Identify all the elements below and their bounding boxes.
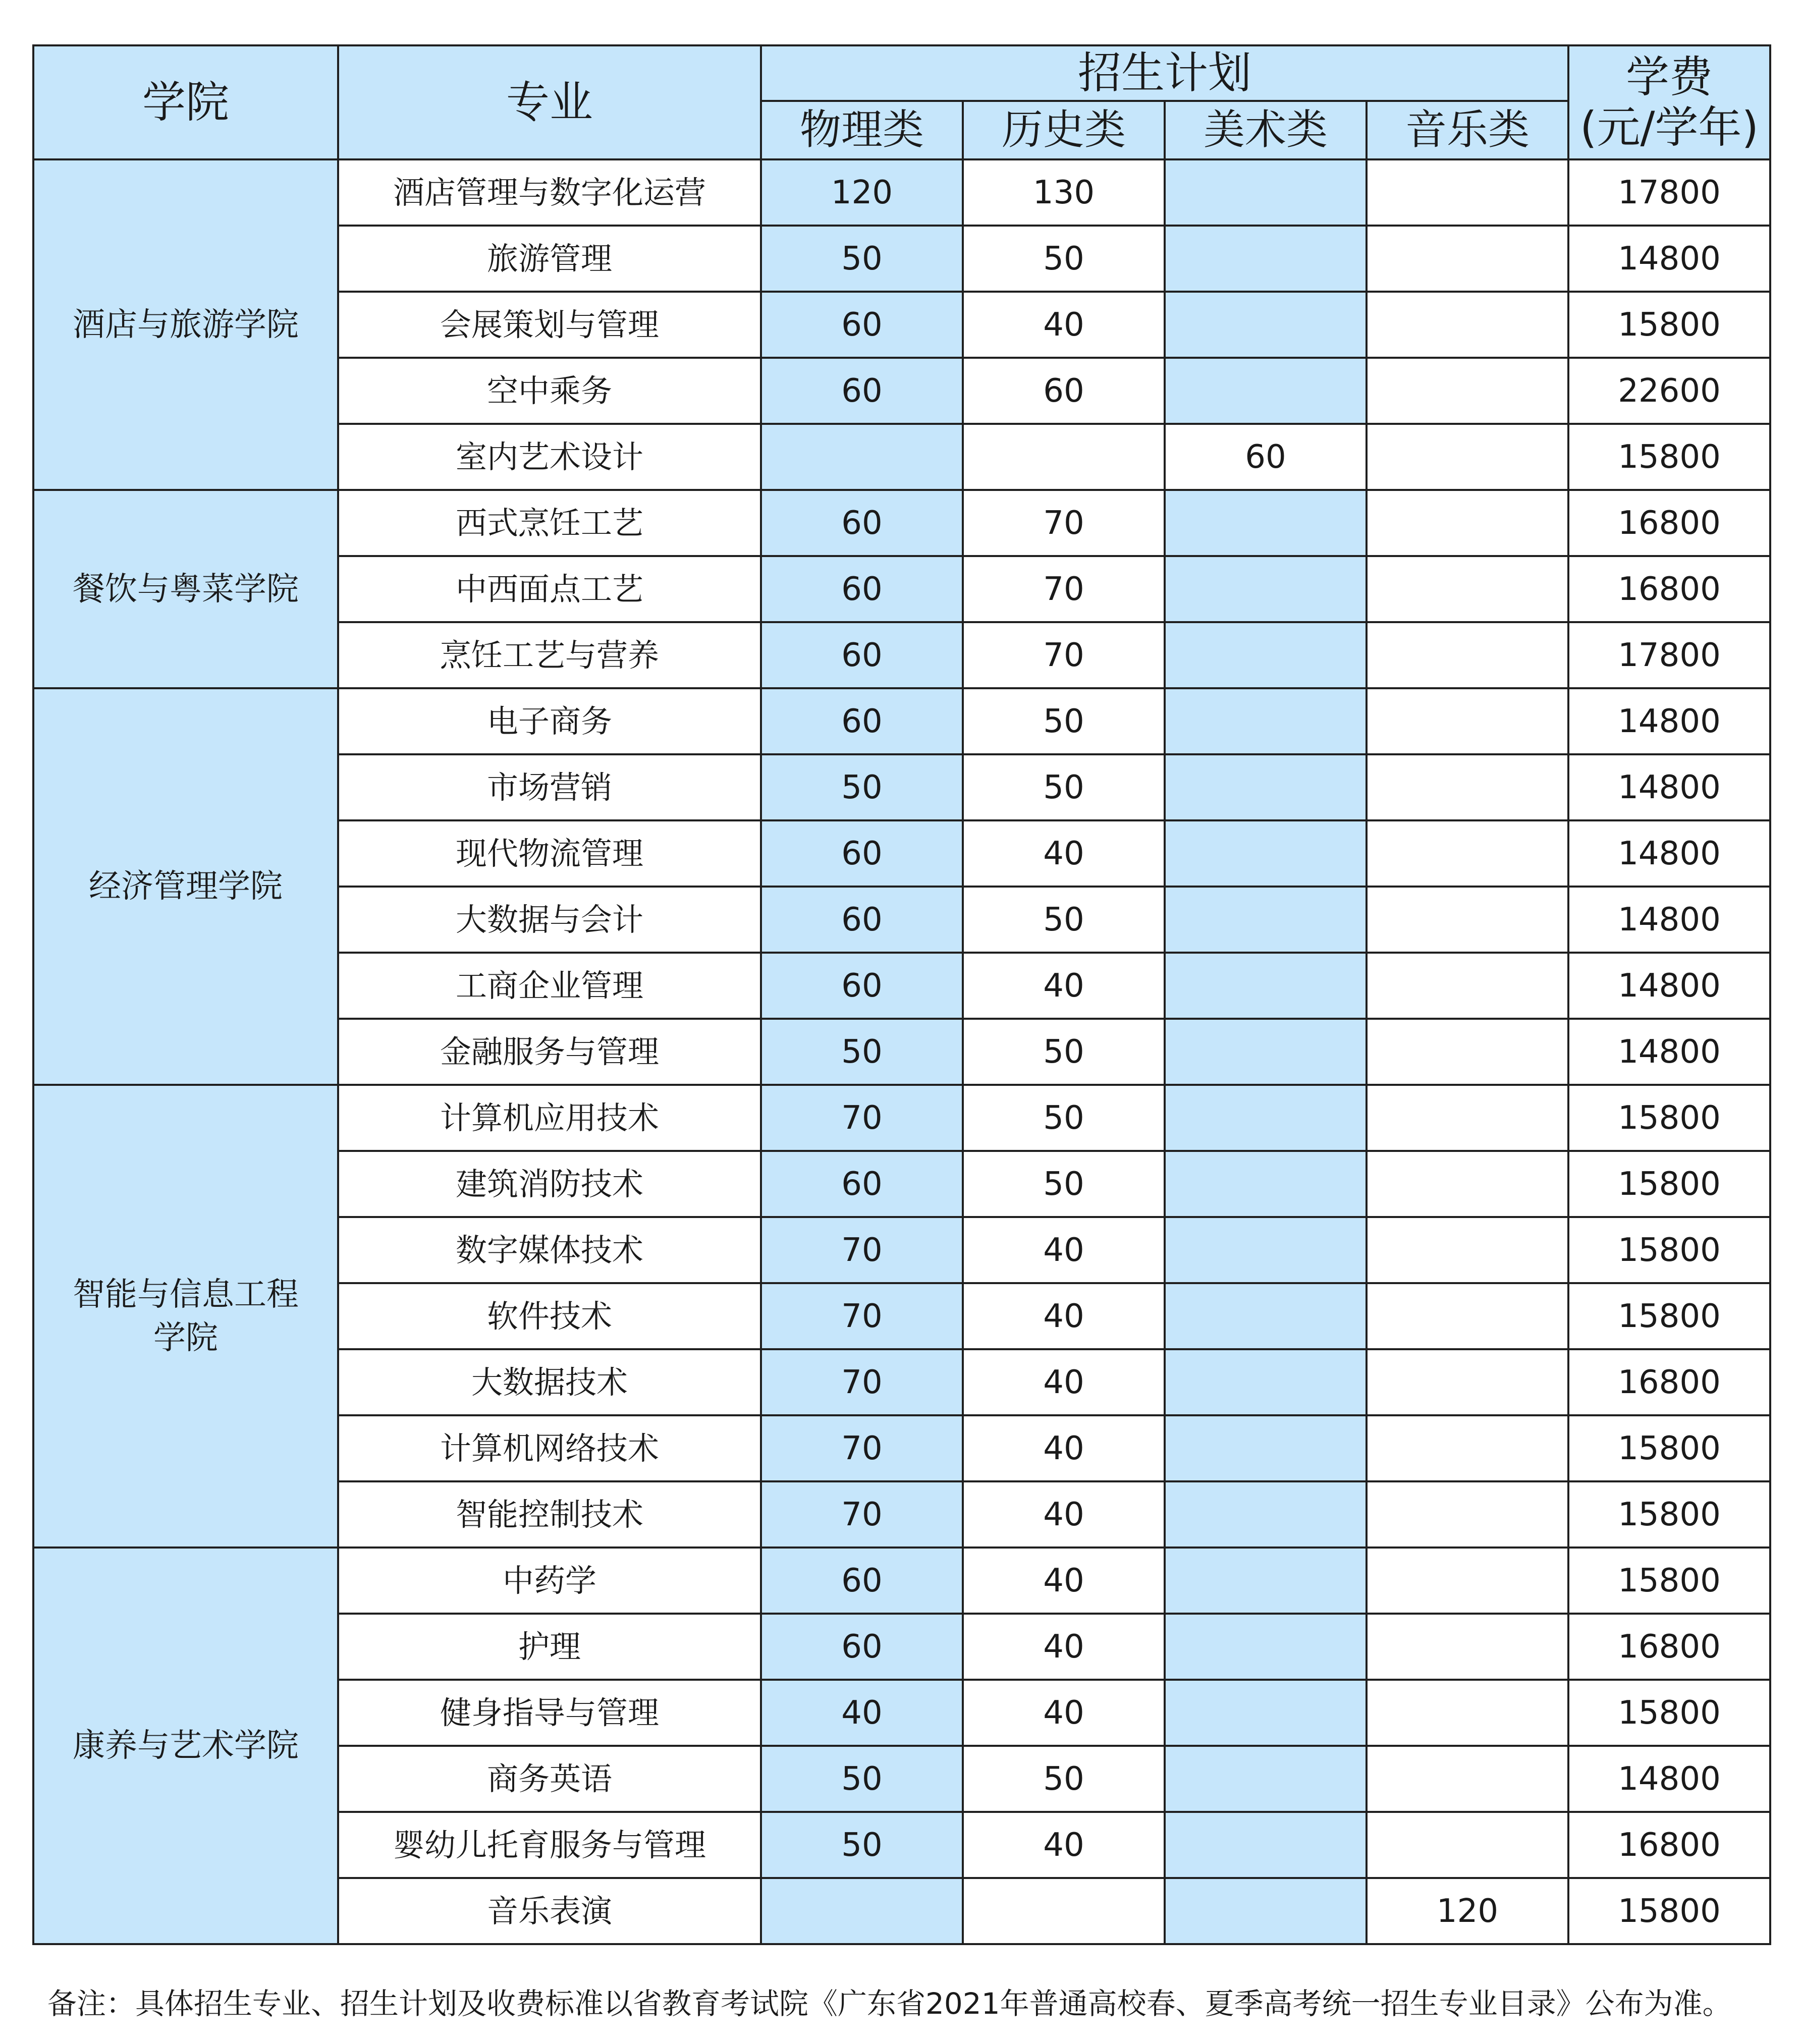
music-cell bbox=[1367, 424, 1568, 490]
art-cell bbox=[1165, 1812, 1367, 1878]
history-cell: 40 bbox=[963, 1812, 1165, 1878]
art-cell bbox=[1165, 1548, 1367, 1614]
history-cell: 40 bbox=[963, 953, 1165, 1019]
table-row bbox=[33, 159, 1770, 226]
header-tuition bbox=[1568, 45, 1770, 159]
physics-cell: 60 bbox=[761, 1614, 963, 1680]
table-row bbox=[33, 688, 1770, 754]
major-cell: 计算机应用技术 bbox=[338, 1085, 761, 1151]
art-cell bbox=[1165, 820, 1367, 887]
major-cell: 计算机网络技术 bbox=[338, 1415, 761, 1481]
major-cell: 中药学 bbox=[338, 1548, 761, 1614]
music-cell bbox=[1367, 887, 1568, 953]
art-cell bbox=[1165, 159, 1367, 226]
fee-cell: 15800 bbox=[1568, 1481, 1770, 1548]
physics-cell: 60 bbox=[761, 292, 963, 358]
physics-cell: 60 bbox=[761, 556, 963, 622]
fee-cell: 14800 bbox=[1568, 887, 1770, 953]
art-cell bbox=[1165, 1151, 1367, 1217]
physics-cell: 60 bbox=[761, 1151, 963, 1217]
fee-cell: 15800 bbox=[1568, 1878, 1770, 1944]
major-cell: 金融服务与管理 bbox=[338, 1019, 761, 1085]
fee-cell: 15800 bbox=[1568, 292, 1770, 358]
history-cell: 70 bbox=[963, 622, 1165, 688]
history-cell: 50 bbox=[963, 887, 1165, 953]
music-cell bbox=[1367, 1217, 1568, 1283]
header-history: 历史类 bbox=[963, 101, 1165, 159]
major-cell: 建筑消防技术 bbox=[338, 1151, 761, 1217]
college-cell: 餐饮与粤菜学院 bbox=[33, 490, 338, 688]
history-cell bbox=[963, 424, 1165, 490]
art-cell bbox=[1165, 1019, 1367, 1085]
fee-cell: 15800 bbox=[1568, 1283, 1770, 1349]
fee-cell: 14800 bbox=[1568, 820, 1770, 887]
history-cell: 40 bbox=[963, 292, 1165, 358]
major-cell: 商务英语 bbox=[338, 1746, 761, 1812]
history-cell: 60 bbox=[963, 358, 1165, 424]
fee-cell: 14800 bbox=[1568, 953, 1770, 1019]
history-cell: 50 bbox=[963, 1085, 1165, 1151]
physics-cell bbox=[761, 1878, 963, 1944]
physics-cell: 60 bbox=[761, 622, 963, 688]
physics-cell: 50 bbox=[761, 1746, 963, 1812]
history-cell: 50 bbox=[963, 226, 1165, 292]
physics-cell: 40 bbox=[761, 1680, 963, 1746]
header-major: 专业 bbox=[338, 45, 761, 159]
art-cell bbox=[1165, 556, 1367, 622]
major-cell: 婴幼儿托育服务与管理 bbox=[338, 1812, 761, 1878]
history-cell bbox=[963, 1878, 1165, 1944]
major-cell: 空中乘务 bbox=[338, 358, 761, 424]
college-name-line1: 智能与信息工程 bbox=[73, 1276, 299, 1313]
footnote: 备注：具体招生专业、招生计划及收费标准以省教育考试院《广东省2021年普通高校春、夏季高考统一招生专业目录》公布为准。 bbox=[47, 1986, 1732, 2021]
header-college: 学院 bbox=[33, 45, 338, 159]
major-cell: 会展策划与管理 bbox=[338, 292, 761, 358]
physics-cell: 70 bbox=[761, 1415, 963, 1481]
history-cell: 40 bbox=[963, 1217, 1165, 1283]
history-cell: 50 bbox=[963, 754, 1165, 820]
physics-cell: 70 bbox=[761, 1283, 963, 1349]
major-cell: 护理 bbox=[338, 1614, 761, 1680]
physics-cell bbox=[761, 424, 963, 490]
music-cell bbox=[1367, 490, 1568, 556]
music-cell bbox=[1367, 1680, 1568, 1746]
physics-cell: 60 bbox=[761, 490, 963, 556]
art-cell bbox=[1165, 358, 1367, 424]
history-cell: 50 bbox=[963, 688, 1165, 754]
music-cell bbox=[1367, 226, 1568, 292]
fee-cell: 16800 bbox=[1568, 1614, 1770, 1680]
physics-cell: 50 bbox=[761, 1019, 963, 1085]
fee-cell: 14800 bbox=[1568, 754, 1770, 820]
history-cell: 70 bbox=[963, 490, 1165, 556]
major-cell: 工商企业管理 bbox=[338, 953, 761, 1019]
history-cell: 50 bbox=[963, 1746, 1165, 1812]
history-cell: 40 bbox=[963, 820, 1165, 887]
college-cell: 经济管理学院 bbox=[33, 688, 338, 1085]
fee-cell: 15800 bbox=[1568, 424, 1770, 490]
physics-cell: 50 bbox=[761, 1812, 963, 1878]
college-cell: 酒店与旅游学院 bbox=[33, 159, 338, 490]
physics-cell: 70 bbox=[761, 1349, 963, 1415]
major-cell: 酒店管理与数字化运营 bbox=[338, 159, 761, 226]
art-cell bbox=[1165, 754, 1367, 820]
history-cell: 50 bbox=[963, 1019, 1165, 1085]
history-cell: 40 bbox=[963, 1349, 1165, 1415]
music-cell bbox=[1367, 1548, 1568, 1614]
fee-cell: 14800 bbox=[1568, 688, 1770, 754]
art-cell bbox=[1165, 1614, 1367, 1680]
art-cell bbox=[1165, 1746, 1367, 1812]
music-cell bbox=[1367, 1085, 1568, 1151]
art-cell bbox=[1165, 490, 1367, 556]
fee-cell: 17800 bbox=[1568, 622, 1770, 688]
fee-cell: 16800 bbox=[1568, 1349, 1770, 1415]
music-cell bbox=[1367, 358, 1568, 424]
history-cell: 40 bbox=[963, 1283, 1165, 1349]
physics-cell: 60 bbox=[761, 1548, 963, 1614]
physics-cell: 50 bbox=[761, 754, 963, 820]
art-cell bbox=[1165, 1415, 1367, 1481]
header-physics: 物理类 bbox=[761, 101, 963, 159]
history-cell: 40 bbox=[963, 1614, 1165, 1680]
major-cell: 现代物流管理 bbox=[338, 820, 761, 887]
history-cell: 50 bbox=[963, 1151, 1165, 1217]
history-cell: 70 bbox=[963, 556, 1165, 622]
music-cell bbox=[1367, 953, 1568, 1019]
music-cell bbox=[1367, 556, 1568, 622]
fee-cell: 17800 bbox=[1568, 159, 1770, 226]
music-cell bbox=[1367, 1481, 1568, 1548]
art-cell bbox=[1165, 1085, 1367, 1151]
major-cell: 烹饪工艺与营养 bbox=[338, 622, 761, 688]
fee-cell: 14800 bbox=[1568, 1019, 1770, 1085]
fee-cell: 15800 bbox=[1568, 1151, 1770, 1217]
music-cell bbox=[1367, 1614, 1568, 1680]
art-cell bbox=[1165, 688, 1367, 754]
fee-cell: 15800 bbox=[1568, 1217, 1770, 1283]
physics-cell: 60 bbox=[761, 688, 963, 754]
major-cell: 健身指导与管理 bbox=[338, 1680, 761, 1746]
table-row bbox=[33, 1548, 1770, 1614]
major-cell: 电子商务 bbox=[338, 688, 761, 754]
header-tuition-unit: (元/学年) bbox=[1579, 102, 1759, 153]
music-cell bbox=[1367, 820, 1568, 887]
major-cell: 中西面点工艺 bbox=[338, 556, 761, 622]
art-cell bbox=[1165, 1349, 1367, 1415]
art-cell bbox=[1165, 953, 1367, 1019]
header-music: 音乐类 bbox=[1367, 101, 1568, 159]
admission-plan-table bbox=[32, 44, 1771, 1945]
art-cell bbox=[1165, 1481, 1367, 1548]
history-cell: 40 bbox=[963, 1481, 1165, 1548]
fee-cell: 15800 bbox=[1568, 1415, 1770, 1481]
art-cell bbox=[1165, 622, 1367, 688]
history-cell: 40 bbox=[963, 1548, 1165, 1614]
header-art: 美术类 bbox=[1165, 101, 1367, 159]
history-cell: 130 bbox=[963, 159, 1165, 226]
music-cell bbox=[1367, 159, 1568, 226]
history-cell: 40 bbox=[963, 1415, 1165, 1481]
fee-cell: 15800 bbox=[1568, 1680, 1770, 1746]
fee-cell: 22600 bbox=[1568, 358, 1770, 424]
major-cell: 西式烹饪工艺 bbox=[338, 490, 761, 556]
major-cell: 智能控制技术 bbox=[338, 1481, 761, 1548]
physics-cell: 120 bbox=[761, 159, 963, 226]
art-cell bbox=[1165, 1878, 1367, 1944]
fee-cell: 15800 bbox=[1568, 1085, 1770, 1151]
college-cell: 康养与艺术学院 bbox=[33, 1548, 338, 1944]
table-row bbox=[33, 490, 1770, 556]
college-name-line2: 学院 bbox=[153, 1319, 218, 1357]
music-cell bbox=[1367, 754, 1568, 820]
physics-cell: 60 bbox=[761, 358, 963, 424]
music-cell bbox=[1367, 622, 1568, 688]
major-cell: 大数据与会计 bbox=[338, 887, 761, 953]
header-tuition-label: 学费 bbox=[1626, 52, 1713, 102]
music-cell: 120 bbox=[1367, 1878, 1568, 1944]
fee-cell: 16800 bbox=[1568, 556, 1770, 622]
fee-cell: 14800 bbox=[1568, 226, 1770, 292]
college-cell bbox=[33, 1085, 338, 1548]
major-cell: 室内艺术设计 bbox=[338, 424, 761, 490]
physics-cell: 70 bbox=[761, 1481, 963, 1548]
major-cell: 音乐表演 bbox=[338, 1878, 761, 1944]
music-cell bbox=[1367, 1019, 1568, 1085]
music-cell bbox=[1367, 1151, 1568, 1217]
major-cell: 市场营销 bbox=[338, 754, 761, 820]
music-cell bbox=[1367, 292, 1568, 358]
music-cell bbox=[1367, 1283, 1568, 1349]
fee-cell: 16800 bbox=[1568, 1812, 1770, 1878]
fee-cell: 15800 bbox=[1568, 1548, 1770, 1614]
physics-cell: 70 bbox=[761, 1085, 963, 1151]
header-enrollment-plan: 招生计划 bbox=[761, 45, 1568, 101]
art-cell bbox=[1165, 887, 1367, 953]
physics-cell: 60 bbox=[761, 953, 963, 1019]
music-cell bbox=[1367, 1746, 1568, 1812]
fee-cell: 16800 bbox=[1568, 490, 1770, 556]
physics-cell: 60 bbox=[761, 887, 963, 953]
art-cell bbox=[1165, 1680, 1367, 1746]
major-cell: 软件技术 bbox=[338, 1283, 761, 1349]
history-cell: 40 bbox=[963, 1680, 1165, 1746]
physics-cell: 50 bbox=[761, 226, 963, 292]
major-cell: 旅游管理 bbox=[338, 226, 761, 292]
table-row bbox=[33, 1085, 1770, 1151]
music-cell bbox=[1367, 688, 1568, 754]
art-cell bbox=[1165, 1283, 1367, 1349]
physics-cell: 70 bbox=[761, 1217, 963, 1283]
art-cell bbox=[1165, 1217, 1367, 1283]
fee-cell: 14800 bbox=[1568, 1746, 1770, 1812]
major-cell: 数字媒体技术 bbox=[338, 1217, 761, 1283]
music-cell bbox=[1367, 1415, 1568, 1481]
art-cell bbox=[1165, 292, 1367, 358]
music-cell bbox=[1367, 1812, 1568, 1878]
art-cell bbox=[1165, 226, 1367, 292]
major-cell: 大数据技术 bbox=[338, 1349, 761, 1415]
physics-cell: 60 bbox=[761, 820, 963, 887]
music-cell bbox=[1367, 1349, 1568, 1415]
art-cell: 60 bbox=[1165, 424, 1367, 490]
